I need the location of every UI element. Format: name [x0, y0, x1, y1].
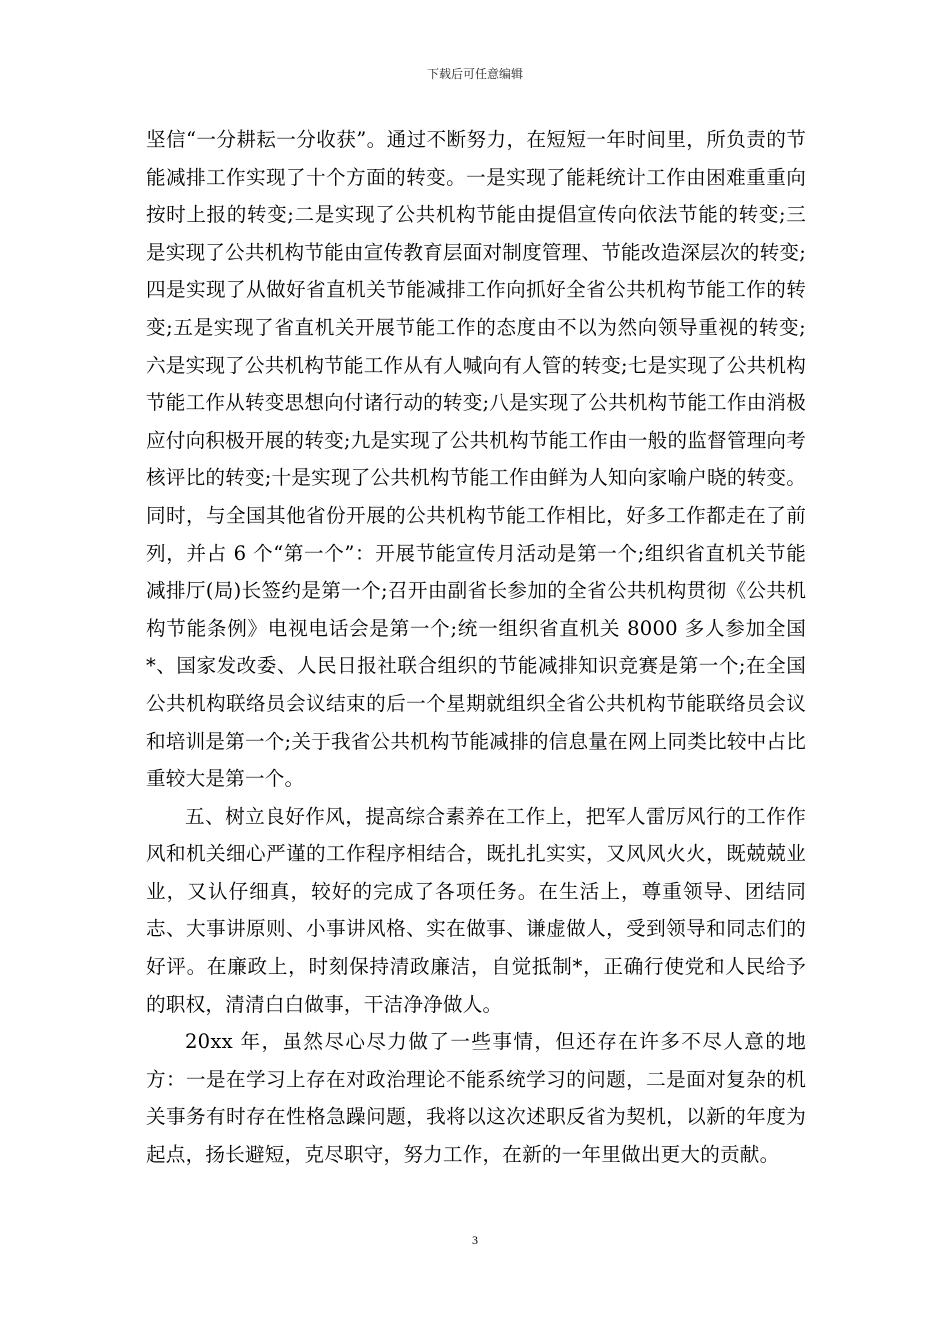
paragraph-work-style: 五、树立良好作风，提高综合素养在工作上，把军人雷厉风行的工作作风和机关细心严谨的工作程序相结合，既扎扎实实，又风风火火，既兢兢业业，又认仔细真，较好的完成了各项任务。在生活上，尊重领导、团结同志、大事讲原则、小事讲风格、实在做事、谦虚做人，受到领导和同志们的好评。在廉政上，时刻保持清政廉洁，自觉抵制*，正确行使党和人民给予的职权，清清白白做事，干洁净净做人。 — [146, 804, 806, 1016]
paragraph-continuation: 坚信“一分耕耘一分收获”。通过不断努力，在短短一年时间里，所负责的节能减排工作实现了十个方面的转变。一是实现了能耗统计工作由困难重重向按时上报的转变;二是实现了公共机构节能由提倡宣传向依法节能的转变;三是实现了公共机构节能由宣传教育层面对制度管理、节能改造深层次的转变;四是实现了从做好省直机关节能减排工作向抓好全省公共机构节能工作的转变;五是实现了省直机关开展节能工作的态度由不以为然向领导重视的转变;六是实现了公共机构节能工作从有人喊向有人管的转变;七是实现了公共机构节能工作从转变思想向付诸行动的转变;八是实现了公共机构节能工作由消极应付向积极开展的转变;九是实现了公共机构节能工作由一般的监督管理向考核评比的转变;十是实现了公共机构节能工作由鲜为人知向家喻户晓的转变。同时，与全国其他省份开展的公共机构节能工作相比，好多工作都走在了前列，并占 6 个“第一个”：开展节能宣传月活动是第一个;组织省直机关节能减排厅(局)长签约是第一个;召开由副省长参加的全省公共机构贯彻《公共机构节能条例》电视电话会是第一个;统一组织省直机关 8000 多人参加全国*、国家发改委、人民日报社联合组织的节能减排知识竞赛是第一个;在全国公共机构联络员会议结束的后一个星期就组织全省公共机构节能联络员会议和培训是第一个;关于我省公共机构节能减排的信息量在网上同类比较中占比重较大是第一个。 — [146, 128, 806, 791]
page-number — [0, 1232, 950, 1248]
header-text: 下载后可任意编辑 — [426, 67, 523, 81]
paragraph-shortcomings: 20xx 年，虽然尽心尽力做了一些事情，但还存在许多不尽人意的地方：一是在学习上存在对政治理论不能系统学习的问题，二是面对复杂的机关事务有时存在性格急躁问题，我将以这次述职反省为契机，以新的年度为起点，扬长避短，克尽职守，努力工作，在新的一年里做出更大的贡献。 — [146, 1030, 806, 1167]
document-body — [146, 121, 806, 1174]
page-header — [0, 66, 950, 82]
page-number-text: 3 — [472, 1233, 478, 1247]
